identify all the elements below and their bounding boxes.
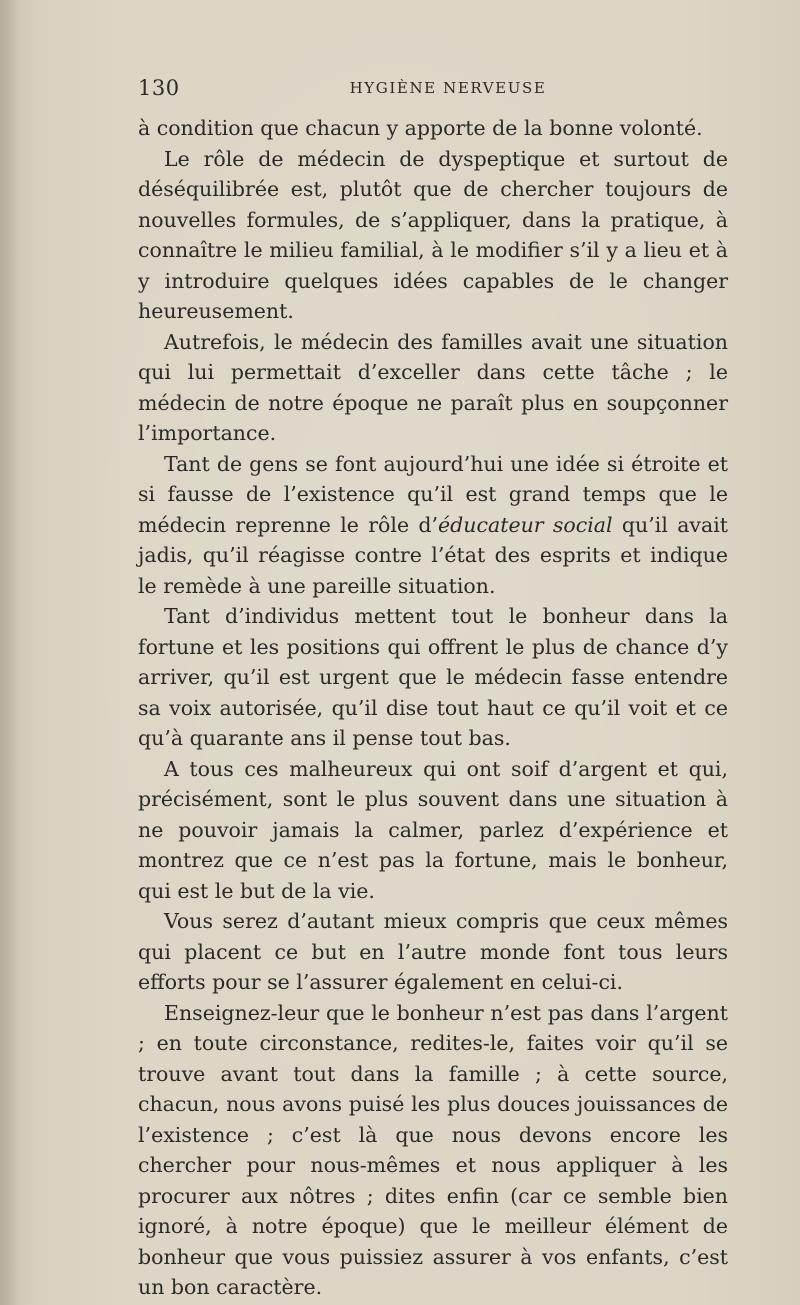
page-number: 130 (138, 76, 180, 100)
paragraph: Le rôle de médecin de dyspeptique et surtout de déséquilibrée est, plutôt que de chercher toujours de nouvelles formules, de s’appliquer, dans la pratique, à connaître le milieu familial, à le modifier s’il y a lieu et à y introduire quelques idées capables de le changer heureusement. (138, 146, 728, 323)
paragraph-text: Tant de gens se font aujourd’hui une idée si étroite et si fausse de l’existence qu’il est grand temps que le médecin reprenne le rôle d’ (138, 451, 728, 537)
body-text (138, 113, 728, 1303)
paragraph: Enseignez-leur que le bonheur n’est pas dans l’argent ; en toute circonstance, redites-le, faites voir qu’il se trouve avant tout dans la famille ; à cette source, chacun, nous avons puisé les plus douces jouissances de l’existence ; c’est là que nous devons encore les chercher pour nous-mêmes et nous appliquer à les procurer aux nôtres ; dites enfin (car ce semble bien ignoré, à notre époque) que le meilleur élément de bonheur que vous puissiez assurer à vos enfants, c’est un bon caractère. (138, 1000, 728, 1299)
page-gutter-shadow (0, 0, 20, 1305)
paragraph: Autrefois, le médecin des familles avait une situation qui lui permettait d’exceller dans cette tâche ; le médecin de notre époque ne paraît plus en soupçonner l’importance. (138, 329, 728, 445)
paragraph: Vous serez d’autant mieux compris que ceux mêmes qui placent ce but en l’autre monde font tous leurs efforts pour se l’assurer également en celui-ci. (138, 909, 728, 994)
paragraph: Tant d’individus mettent tout le bonheur dans la fortune et les positions qui offrent le plus de chance d’y arriver, qu’il est urgent que le médecin fasse entendre sa voix autorisée, qu’il dise tout haut ce qu’il voit et ce qu’à quarante ans il pense tout bas. (138, 604, 728, 750)
running-head: HYGIÈNE NERVEUSE (349, 79, 547, 97)
emphasis-text: éducateur social (438, 512, 613, 537)
paragraph-text: qu’il avait jadis, qu’il réagisse contre l’état des esprits et indique le remède à une pareille situation. (138, 512, 729, 598)
paragraph: A tous ces malheureux qui ont soif d’argent et qui, précisément, sont le plus souvent dans une situation à ne pouvoir jamais la calmer, parlez d’expérience et montrez que ce n’est pas la fortune, mais le bonheur, qui est le but de la vie. (138, 756, 728, 903)
paragraph (138, 449, 728, 602)
page-header (138, 76, 728, 106)
paragraph-continuation: à condition que chacun y apporte de la bonne volonté. (138, 116, 703, 140)
